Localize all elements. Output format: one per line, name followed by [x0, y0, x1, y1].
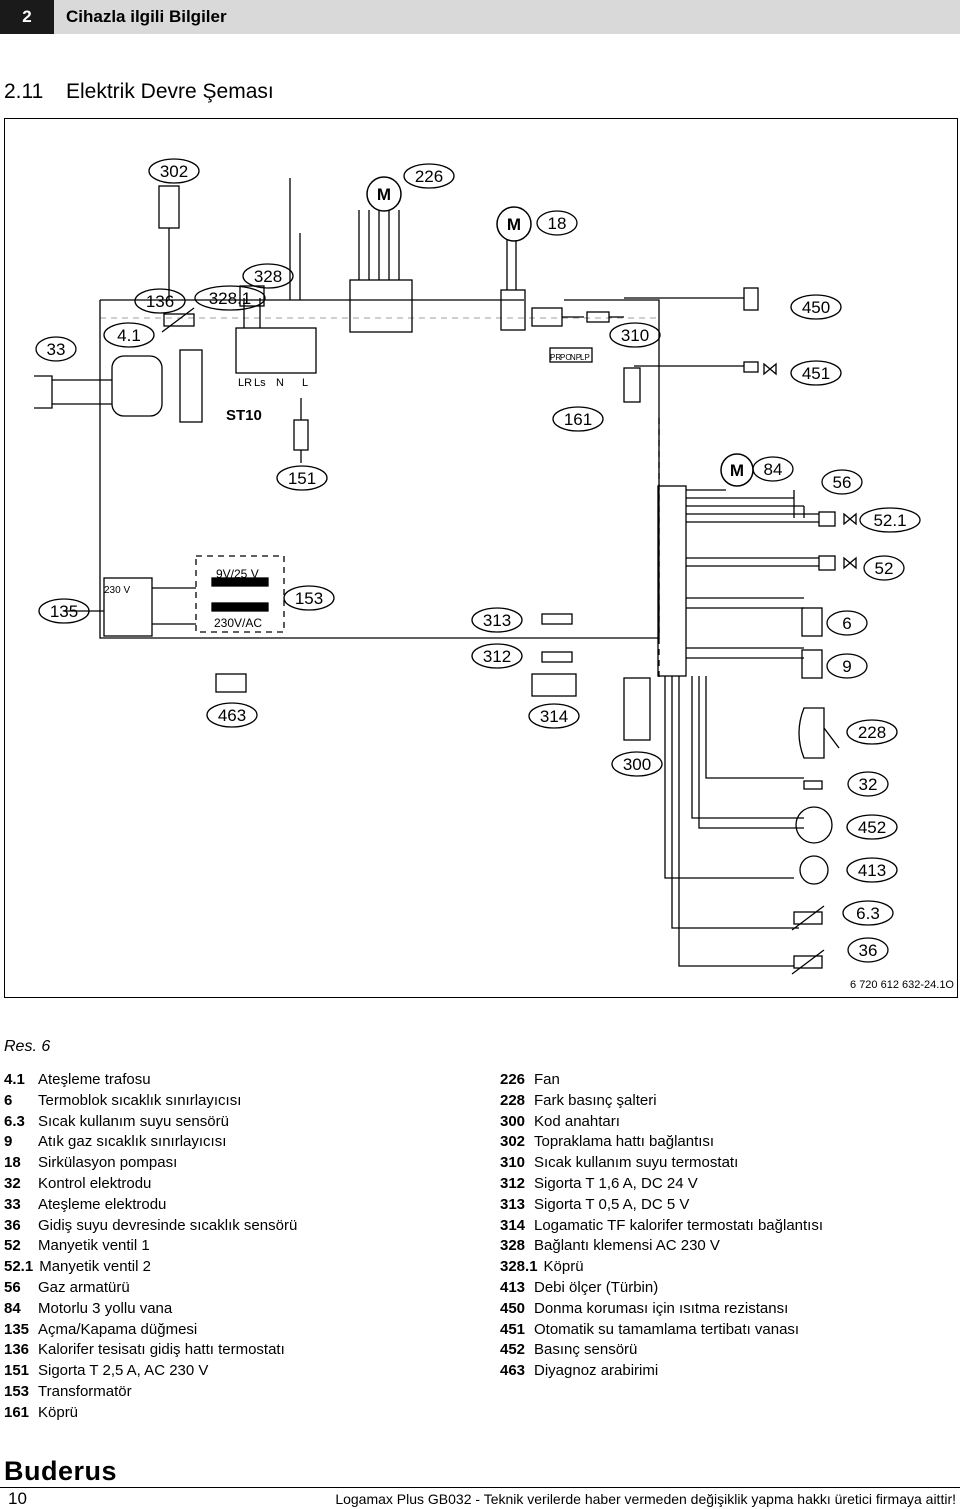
legend-code: 300	[500, 1112, 526, 1130]
legend-text: Açma/Kapama düğmesi	[38, 1320, 198, 1338]
legend-right	[500, 1070, 823, 1382]
legend-code: 52	[4, 1237, 21, 1255]
callout-label: 302	[159, 162, 189, 181]
section-number: 2.11	[4, 80, 44, 103]
board-label-st10: ST10	[226, 407, 262, 424]
legend-text: Sıcak kullanım suyu termostatı	[534, 1154, 739, 1172]
legend-item	[500, 1257, 823, 1278]
legend-text: Gaz armatürü	[38, 1278, 130, 1296]
callout-label: 328	[253, 267, 283, 286]
legend-code: 153	[4, 1382, 30, 1400]
fuse-312	[542, 652, 572, 662]
legend-text: Kalorifer tesisatı gidiş hattı termostatı	[38, 1341, 285, 1359]
legend-text: Kontrol elektrodu	[38, 1174, 152, 1192]
terminal-pr: PR	[550, 353, 562, 362]
thermal-limiter-6	[802, 608, 822, 636]
callout-label: 18	[547, 214, 567, 233]
legend-code: 451	[500, 1320, 526, 1338]
legend-item	[4, 1174, 297, 1195]
terminal-l: L	[302, 377, 309, 389]
legend-text: Transformatör	[38, 1382, 132, 1400]
legend-item	[4, 1070, 297, 1091]
legend-code: 56	[4, 1278, 21, 1296]
legend-item	[4, 1299, 297, 1320]
legend-item	[500, 1320, 823, 1341]
legend-code: 313	[500, 1195, 526, 1213]
legend-text: Topraklama hattı bağlantısı	[534, 1133, 715, 1151]
legend-item	[500, 1091, 823, 1112]
legend-text: Gidiş suyu devresinde sıcaklık sensörü	[38, 1216, 298, 1234]
legend-code: 228	[500, 1091, 526, 1109]
pump-connector	[501, 290, 525, 330]
chapter-header	[0, 0, 960, 34]
section-title-text: Elektrik Devre Şeması	[66, 80, 274, 103]
legend-code: 6.3	[4, 1112, 25, 1130]
legend-item	[4, 1278, 297, 1299]
callout-label: 84	[763, 460, 783, 479]
legend-item	[4, 1153, 297, 1174]
legend-item	[500, 1236, 823, 1257]
legend-text: Ateşleme elektrodu	[38, 1195, 167, 1213]
legend-item	[4, 1236, 297, 1257]
legend-text: Sıcak kullanım suyu sensörü	[38, 1112, 229, 1130]
legend-code: 328.1	[500, 1258, 538, 1276]
fan-connector	[350, 280, 412, 332]
callout-label: 33	[46, 340, 66, 359]
callout-label: 312	[482, 647, 512, 666]
callout-label: 228	[857, 723, 887, 742]
callout-label: 300	[622, 755, 652, 774]
legend-text: Fan	[534, 1071, 560, 1088]
callout-label: 6	[842, 614, 852, 633]
pressure-sensor-452	[796, 807, 832, 843]
legend-code: 151	[4, 1362, 30, 1380]
chapter-title: Cihazla ilgili Bilgiler	[66, 7, 227, 26]
callout-label: 314	[539, 707, 569, 726]
callout-label: 151	[287, 469, 317, 488]
ground-connector	[159, 186, 179, 228]
figure-caption: Res. 6	[4, 1038, 51, 1055]
fuse-151	[294, 420, 308, 450]
legend-text: Sigorta T 0,5 A, DC 5 V	[534, 1195, 690, 1213]
terminal-ls: Ls	[254, 377, 266, 389]
legend-code: 33	[4, 1195, 21, 1213]
legend-code: 310	[500, 1154, 526, 1172]
legend-text: Diyagnoz arabirimi	[534, 1362, 659, 1380]
legend-code: 18	[4, 1154, 21, 1172]
pressure-switch-228	[799, 708, 824, 758]
legend-item	[500, 1340, 823, 1361]
legend-text: Bağlantı klemensi AC 230 V	[534, 1237, 720, 1255]
callout-label: 56	[832, 473, 852, 492]
legend-left	[4, 1070, 297, 1424]
callout-label: 313	[482, 611, 512, 630]
legend-code: 52.1	[4, 1258, 34, 1276]
legend-text: Köprü	[38, 1403, 79, 1421]
legend-item	[4, 1112, 297, 1133]
legend-code: 135	[4, 1320, 30, 1338]
legend-text: Donma koruması için ısıtma rezistansı	[534, 1299, 789, 1317]
legend-item	[500, 1070, 823, 1091]
connector-314	[532, 674, 576, 696]
legend-code: 452	[500, 1341, 526, 1359]
legend-text: Sigorta T 1,6 A, DC 24 V	[534, 1174, 698, 1192]
code-plug-300	[624, 678, 650, 740]
terminal-po: PO	[560, 353, 572, 362]
callout-label: 226	[414, 167, 444, 186]
legend-code: 413	[500, 1278, 526, 1296]
legend-code: 84	[4, 1299, 21, 1317]
callout-label: 36	[858, 941, 878, 960]
legend-text: Manyetik ventil 1	[38, 1237, 150, 1255]
legend-text: Logamatic TF kalorifer termostatı bağlantısı	[534, 1216, 824, 1234]
wiring-diagram	[4, 118, 958, 998]
legend-code: 226	[500, 1071, 526, 1088]
legend-text: Sirkülasyon pompası	[38, 1154, 178, 1172]
legend-text: Sigorta T 2,5 A, AC 230 V	[38, 1362, 209, 1380]
legend-text: Köprü	[543, 1258, 584, 1276]
callout-label: 32	[858, 775, 878, 794]
legend-code: 328	[500, 1237, 526, 1255]
section-title	[4, 80, 274, 104]
legend-item	[4, 1403, 297, 1424]
legend-text: Kod anahtarı	[534, 1112, 620, 1130]
legend-item	[500, 1299, 823, 1320]
page-number: 10	[8, 1489, 27, 1508]
legend-text: Atık gaz sıcaklık sınırlayıcısı	[38, 1133, 227, 1151]
callout-label: 451	[801, 364, 831, 383]
legend-code: 161	[4, 1403, 30, 1421]
legend-code: 450	[500, 1299, 526, 1317]
callout-label: 452	[857, 818, 887, 837]
legend-text: Debi ölçer (Türbin)	[534, 1278, 659, 1296]
legend-item	[4, 1382, 297, 1403]
callout-label: 161	[563, 410, 593, 429]
ignition-transformer	[112, 356, 162, 416]
pcb-outline	[100, 300, 659, 638]
flue-limiter-9	[802, 650, 822, 678]
legend-text: Manyetik ventil 2	[39, 1258, 151, 1276]
main-connector-strip	[658, 486, 686, 676]
legend-text: Motorlu 3 yollu vana	[38, 1299, 173, 1317]
flow-meter-413	[800, 856, 828, 884]
legend-item	[500, 1112, 823, 1133]
legend-code: 302	[500, 1133, 526, 1151]
legend-item	[500, 1195, 823, 1216]
legend-code: 136	[4, 1341, 30, 1359]
callout-label: 328.1	[208, 289, 252, 308]
legend-item	[4, 1340, 297, 1361]
legend-code: 32	[4, 1174, 21, 1192]
terminal-np: NP	[570, 353, 582, 362]
callout-label: 463	[217, 706, 247, 725]
callout-label: 4.1	[117, 326, 141, 345]
fuse-313	[542, 614, 572, 624]
legend-item	[4, 1361, 297, 1382]
legend-code: 312	[500, 1174, 526, 1192]
motor-symbol: M	[729, 461, 745, 480]
legend-text: Termoblok sıcaklık sınırlayıcısı	[38, 1091, 242, 1109]
motor-symbol: M	[506, 215, 522, 234]
legend-item	[500, 1361, 823, 1382]
callout-label: 310	[620, 326, 650, 345]
legend-item	[4, 1216, 297, 1237]
chapter-number: 2	[0, 0, 54, 34]
callout-label: 9	[842, 657, 852, 676]
transformer-secondary-label: 9V/25 V	[216, 567, 259, 581]
legend-code: 4.1	[4, 1071, 25, 1088]
legend-code: 6	[4, 1091, 13, 1109]
callout-label: 136	[145, 292, 175, 311]
legend-text: Otomatik su tamamlama tertibatı vanası	[534, 1320, 800, 1338]
legend-item	[4, 1195, 297, 1216]
legend-code: 9	[4, 1133, 13, 1151]
legend-code: 36	[4, 1216, 21, 1234]
terminal-block-328	[236, 328, 316, 373]
callout-label: 153	[294, 589, 324, 608]
legend-item	[500, 1132, 823, 1153]
brand-logo: Buderus	[4, 1456, 118, 1486]
legend-item	[4, 1091, 297, 1112]
motor-symbol: M	[376, 185, 392, 204]
terminal-lr: LR	[238, 377, 253, 389]
footer-divider	[0, 1487, 960, 1488]
callout-label: 52.1	[873, 511, 907, 530]
legend-code: 314	[500, 1216, 526, 1234]
legend-item	[500, 1278, 823, 1299]
transformer-primary-label: 230V/AC	[214, 616, 263, 630]
terminal-n: N	[276, 377, 284, 389]
diagnostic-interface-463	[216, 674, 246, 692]
callout-label: 413	[857, 861, 887, 880]
callout-label: 6.3	[856, 904, 880, 923]
callout-label: 450	[801, 298, 831, 317]
legend-code: 463	[500, 1362, 526, 1380]
switch-voltage-label: 230 V	[104, 585, 131, 596]
legend-item	[500, 1216, 823, 1237]
legend-item	[500, 1153, 823, 1174]
legend-item	[4, 1257, 297, 1278]
legend-text: Basınç sensörü	[534, 1341, 638, 1359]
legend-item	[4, 1132, 297, 1153]
legend-item	[500, 1174, 823, 1195]
legend-text: Fark basınç şalteri	[534, 1091, 657, 1109]
drawing-code: 6 720 612 632-24.1O	[850, 979, 954, 991]
legend-text: Ateşleme trafosu	[38, 1071, 151, 1088]
callout-label: 135	[49, 602, 79, 621]
terminal-lp: LP	[580, 353, 590, 362]
legend-item	[4, 1320, 297, 1341]
callout-label: 52	[874, 559, 894, 578]
footer-text: Logamax Plus GB032 - Teknik verilerde haber vermeden değişiklik yapma hakkı üretici firmaya aittir!	[335, 1491, 956, 1507]
